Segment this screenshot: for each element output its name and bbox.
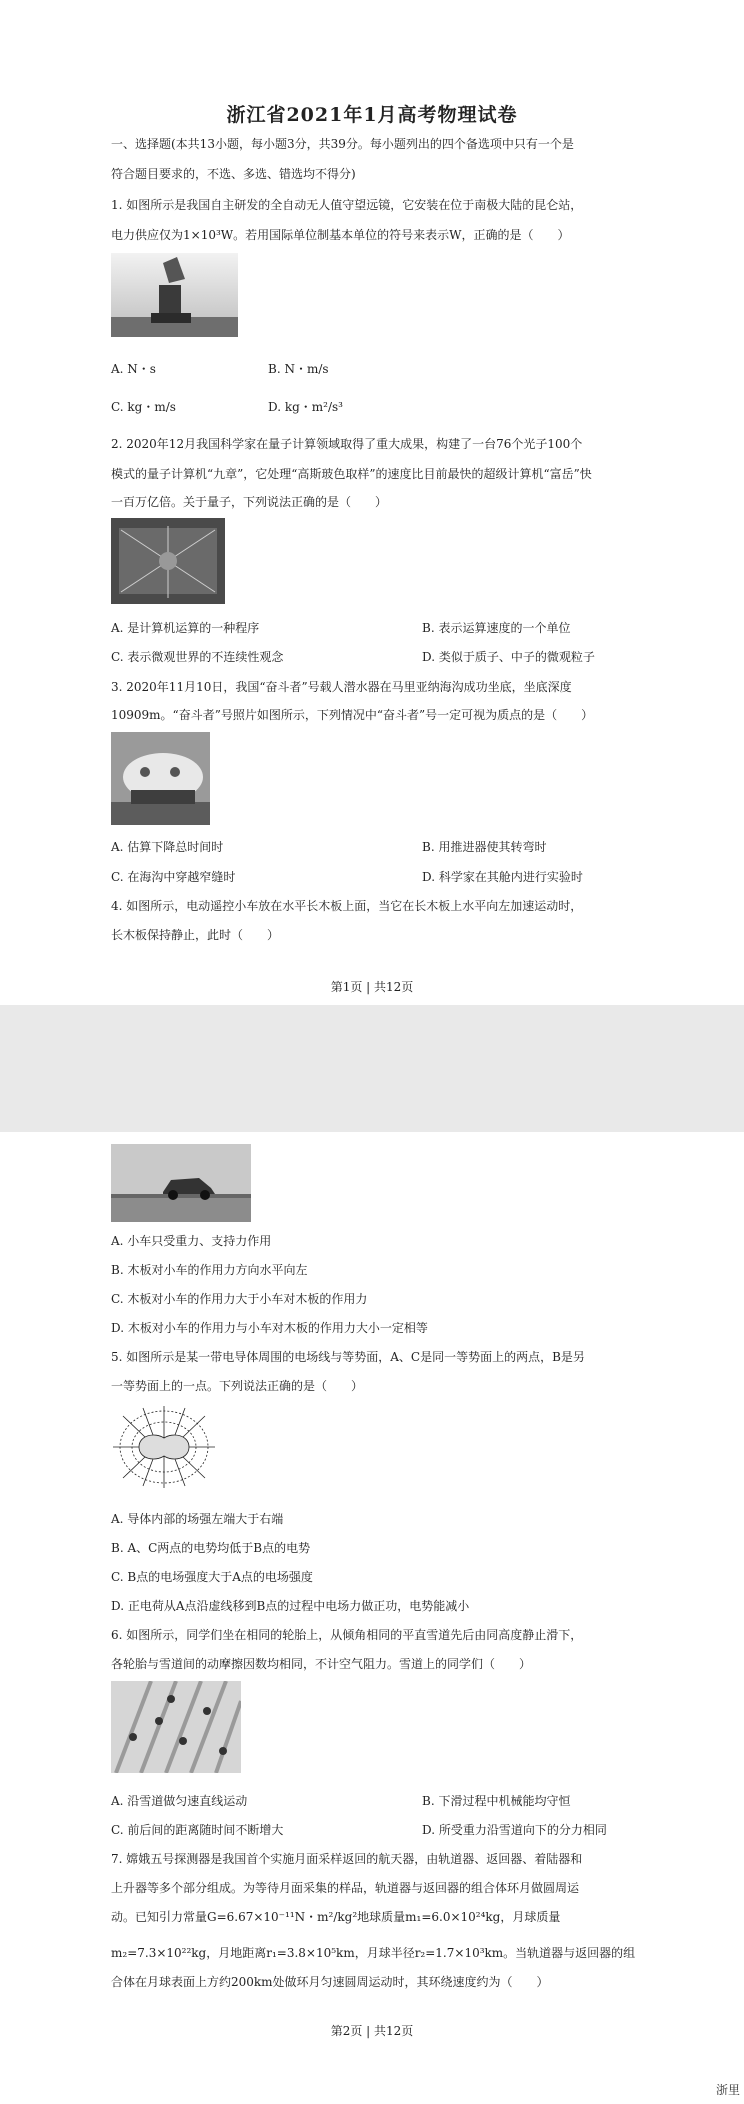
question-1-option-d: D. kg・m²/s³ xyxy=(268,400,343,414)
question-3-option-d: D. 科学家在其舱内进行实验时 xyxy=(422,870,583,884)
question-2-option-c: C. 表示微观世界的不连续性观念 xyxy=(111,650,284,664)
question-3-text: 10909m。“奋斗者”号照片如图所示，下列情况中“奋斗者”号一定可视为质点的是（ ） xyxy=(111,708,594,722)
question-5-option-c: C. B点的电场强度大于A点的电场强度 xyxy=(111,1570,313,1584)
question-6-text: 6. 如图所示，同学们坐在相同的轮胎上，从倾角相同的平直雪道先后由同高度静止滑下， xyxy=(111,1628,583,1642)
question-5-option-a: A. 导体内部的场强左端大于右端 xyxy=(111,1512,284,1526)
question-3-option-b: B. 用推进器使其转弯时 xyxy=(422,840,547,854)
question-4-option-c: C. 木板对小车的作用力大于小车对木板的作用力 xyxy=(111,1292,368,1306)
quantum-computer-photo xyxy=(111,518,225,604)
question-6-option-a: A. 沿雪道做匀速直线运动 xyxy=(111,1794,248,1808)
question-6-text: 各轮胎与雪道间的动摩擦因数均相同，不计空气阻力。雪道上的同学们（ ） xyxy=(111,1657,532,1671)
question-2-text: 一百万亿倍。关于量子，下列说法正确的是（ ） xyxy=(111,495,388,509)
question-1-text: 1. 如图所示是我国自主研发的全自动无人值守望远镜，它安装在位于南极大陆的昆仑站， xyxy=(111,198,583,212)
section-instruction: 一、选择题(本共13小题，每小题3分，共39分。每小题列出的四个备选项中只有一个是 xyxy=(111,137,574,151)
question-1-option-b: B. N・m/s xyxy=(268,362,329,376)
question-7-text: 7. 嫦娥五号探测器是我国首个实施月面采样返回的航天器，由轨道器、返回器、着陆器和 xyxy=(111,1852,583,1866)
exam-title: 浙江省2021年1月高考物理试卷 xyxy=(226,104,518,126)
question-4-text: 长木板保持静止，此时（ ） xyxy=(111,928,280,942)
question-1-option-c: C. kg・m/s xyxy=(111,400,176,414)
question-4-text: 4. 如图所示，电动遥控小车放在水平长木板上面，当它在长木板上水平向左加速运动时， xyxy=(111,899,583,913)
question-1-text: 电力供应仅为1×10³W。若用国际单位制基本单位的符号来表示W，正确的是（ ） xyxy=(111,228,570,242)
question-6-option-c: C. 前后间的距离随时间不断增大 xyxy=(111,1823,284,1837)
question-5-option-b: B. A、C两点的电势均低于B点的电势 xyxy=(111,1541,311,1555)
page-footer: 第2页 | 共12页 xyxy=(330,2024,414,2038)
question-7-text: 合体在月球表面上方约200km处做环月匀速圆周运动时，其环绕速度约为（ ） xyxy=(111,1975,549,1989)
page-2 xyxy=(0,1132,744,2104)
question-7-text: 上升器等多个部分组成。为等待月面采集的样品，轨道器与返回器的组合体环月做圆周运 xyxy=(111,1881,580,1895)
corner-label: 浙里 xyxy=(715,2083,740,2097)
question-7-text: m₂=7.3×10²²kg，月地距离r₁=3.8×10⁵km，月球半径r₂=1.7×10³km。当轨道器与返回器的组 xyxy=(111,1946,636,1960)
telescope-photo xyxy=(111,253,238,337)
snow-slide-photo xyxy=(111,1681,241,1773)
submersible-photo xyxy=(111,732,210,825)
question-2-option-a: A. 是计算机运算的一种程序 xyxy=(111,621,260,635)
question-2-option-d: D. 类似于质子、中子的微观粒子 xyxy=(422,650,595,664)
question-3-option-c: C. 在海沟中穿越窄缝时 xyxy=(111,870,236,884)
question-4-option-b: B. 木板对小车的作用力方向水平向左 xyxy=(111,1263,308,1277)
question-4-option-a: A. 小车只受重力、支持力作用 xyxy=(111,1234,272,1248)
question-6-option-b: B. 下滑过程中机械能均守恒 xyxy=(422,1794,571,1808)
question-1-option-a: A. N・s xyxy=(111,362,156,376)
question-6-option-d: D. 所受重力沿雪道向下的分力相同 xyxy=(422,1823,607,1837)
question-2-text: 模式的量子计算机“九章”，它处理“高斯玻色取样”的速度比目前最快的超级计算机“富岳”快 xyxy=(111,467,592,481)
page-footer: 第1页 | 共12页 xyxy=(330,980,414,994)
question-5-text: 一等势面上的一点。下列说法正确的是（ ） xyxy=(111,1379,364,1393)
question-3-text: 3. 2020年11月10日，我国“奋斗者”号载人潜水器在马里亚纳海沟成功坐底，坐底深度 xyxy=(111,680,572,694)
electric-field-diagram xyxy=(111,1402,217,1492)
section-instruction: 符合题目要求的，不选、多选、错选均不得分) xyxy=(111,167,356,181)
question-5-option-d: D. 正电荷从A点沿虚线移到B点的过程中电场力做正功，电势能减小 xyxy=(111,1599,470,1613)
question-4-option-d: D. 木板对小车的作用力与小车对木板的作用力大小一定相等 xyxy=(111,1321,428,1335)
question-3-option-a: A. 估算下降总时间时 xyxy=(111,840,224,854)
rc-car-photo xyxy=(111,1144,251,1222)
page-1 xyxy=(0,0,744,1005)
question-2-text: 2. 2020年12月我国科学家在量子计算领域取得了重大成果，构建了一台76个光子100个 xyxy=(111,437,583,451)
question-2-option-b: B. 表示运算速度的一个单位 xyxy=(422,621,571,635)
question-5-text: 5. 如图所示是某一带电导体周围的电场线与等势面，A、C是同一等势面上的两点，B是另 xyxy=(111,1350,585,1364)
question-7-text: 动。已知引力常量G=6.67×10⁻¹¹N・m²/kg²地球质量m₁=6.0×10²⁴kg，月球质量 xyxy=(111,1910,561,1924)
